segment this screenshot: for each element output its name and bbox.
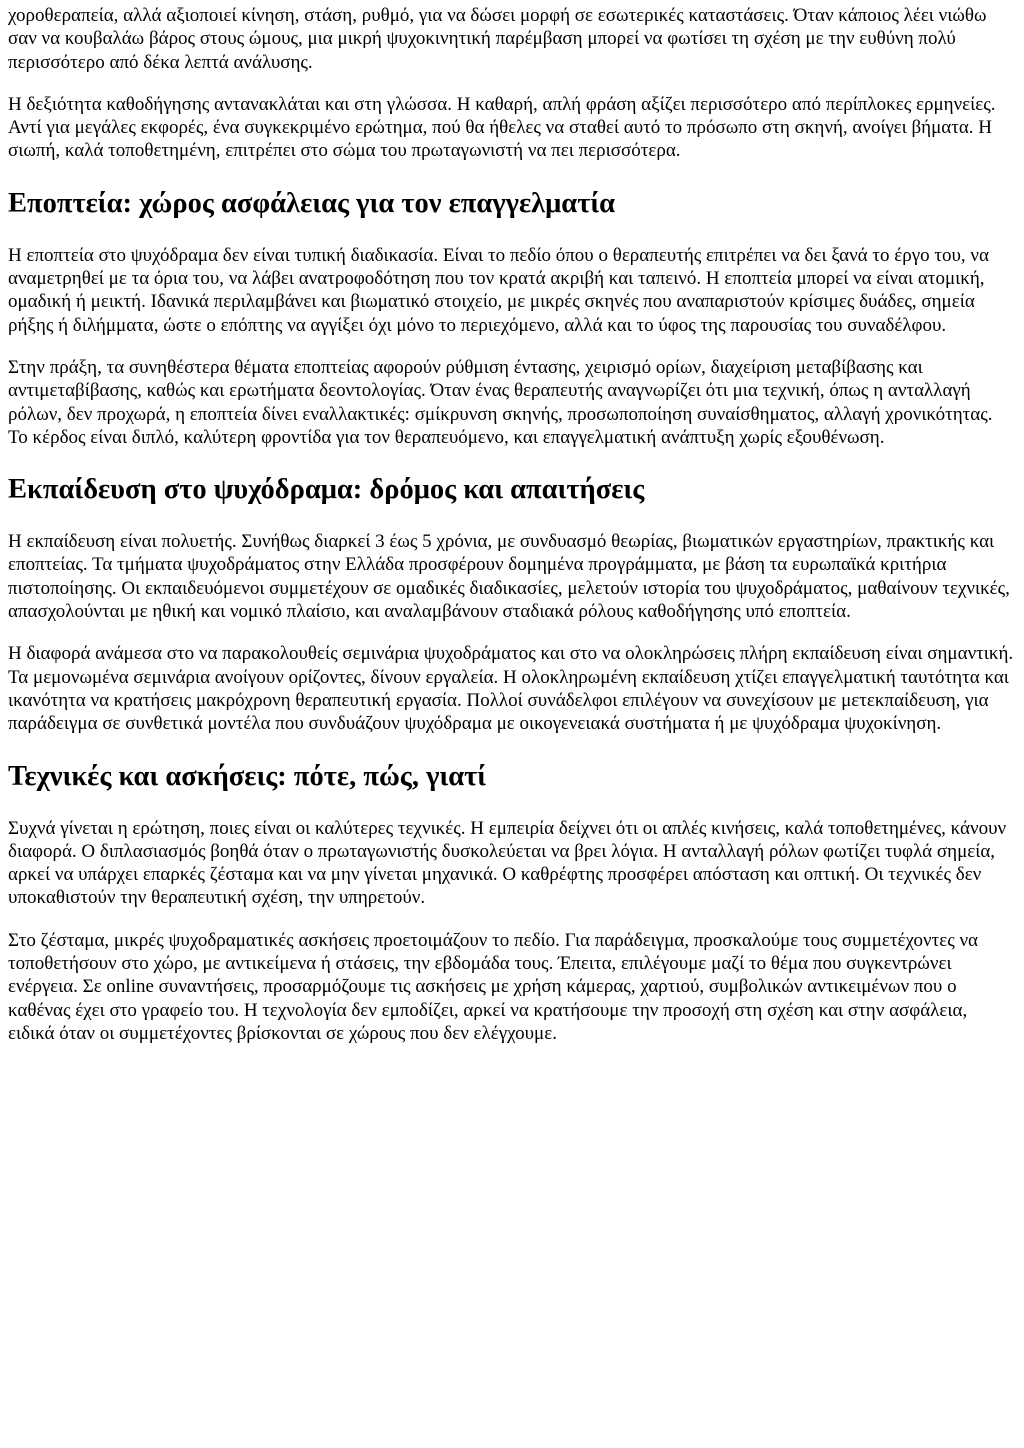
paragraph: Στο ζέσταμα, μικρές ψυχοδραματικές ασκήσεις προετοιμάζουν το πεδίο. Για παράδειγμα, προσκαλούμε τους συμμετέχοντες να τοποθετήσουν στο χώρο, με αντικείμενα ή στάσεις, την εβδομάδα τους. Έπειτα, επιλέγουμε μαζί το θέμα που συγκεντρώνει ενέργεια. Σε online συναντήσεις, προσαρμόζουμε τις ασκήσεις με χρήση κάμερας, χαρτιού, συμβολικών αντικειμένων που ο καθένας έχει στο γραφείο του. Η τεχνολογία δεν εμποδίζει, αρκεί να κρατήσουμε την προσοχή στη σχέση και στην ασφάλεια, ειδικά όταν οι συμμετέχοντες βρίσκονται σε χώρους που δεν ελέγχουμε. bbox=[8, 929, 979, 1044]
paragraph: Η εκπαίδευση είναι πολυετής. Συνήθως διαρκεί 3 έως 5 χρόνια, με συνδυασμό θεωρίας, βιωματικών εργαστηρίων, πρακτικής και εποπτείας. Τα τμήματα ψυχοδράματος στην Ελλάδα προσφέρουν δομημένα προγράμματα, με βάση τα ευρωπαϊκά κριτήρια πιστοποίησης. Οι εκπαιδευόμενοι συμμετέχουν σε ομαδικές διαδικασίες, μελετούν ιστορία του ψυχοδράματος, μαθαίνουν τεχνικές, απασχολούνται με ηθική και νομικό πλαίσιο, και αναλαμβάνουν σταδιακά ρόλους καθοδήγησης υπό εποπτεία. bbox=[8, 531, 1010, 623]
intro-paragraph: Η δεξιότητα καθοδήγησης αντανακλάται και στη γλώσσα. Η καθαρή, απλή φράση αξίζει περισσότερο από περίπλοκες ερμηνείες. Αντί για μεγάλες εκφορές, ένα συγκεκριμένο ερώτημα, πού θα ήθελες να σταθεί αυτό το πρόσωπο στη σκηνή, ανοίγει βήματα. Η σιωπή, καλά τοποθετημένη, επιτρέπει στο σώμα του πρωταγωνιστή να πει περισσότερα. bbox=[8, 93, 996, 162]
intro-paragraph-continuation: χοροθεραπεία, αλλά αξιοποιεί κίνηση, στάση, ρυθμό, για να δώσει μορφή σε εσωτερικές καταστάσεις. Όταν κάποιος λέει νιώθω σαν να κουβαλάω βάρος στους ώμους, μια μικρή ψυχοκινητική παρέμβαση μπορεί να φωτίσει τη σχέση με την ευθύνη πολύ περισσότερο από δέκα λεπτά ανάλυσης. bbox=[8, 5, 987, 73]
paragraph: Συχνά γίνεται η ερώτηση, ποιες είναι οι καλύτερες τεχνικές. Η εμπειρία δείχνει ότι οι απλές κινήσεις, καλά τοποθετημένες, κάνουν διαφορά. Ο διπλασιασμός βοηθά όταν ο πρωταγωνιστής δυσκολεύεται να βρει λόγια. Η ανταλλαγή ρόλων φωτίζει τυφλά σημεία, αρκεί να υπάρχει επαρκές ζέσταμα και να μην γίνεται μηχανικά. Ο καθρέφτης προσφέρει απόσταση και οπτική. Οι τεχνικές δεν υποκαθιστούν την θεραπευτική σχέση, την υπηρετούν. bbox=[8, 817, 1007, 909]
section-heading-techniques: Τεχνικές και ασκήσεις: πότε, πώς, γιατί bbox=[8, 760, 487, 792]
paragraph: Η διαφορά ανάμεσα στο να παρακολουθείς σεμινάρια ψυχοδράματος και στο να ολοκληρώσεις πλήρη εκπαίδευση είναι σημαντική. Τα μεμονωμένα σεμινάρια ανοίγουν ορίζοντες, δίνουν εργαλεία. Η ολοκληρωμένη εκπαίδευση χτίζει επαγγελματική ταυτότητα και ικανότητα να κρατήσεις μακρόχρονη θεραπευτική εργασία. Πολλοί συνάδελφοι επιλέγουν να συνεχίσουν με μετεκπαίδευση, για παράδειγμα σε συνθετικά μοντέλα που συνδυάζουν ψυχόδραμα με οικογενειακά συστήματα ή με ψυχόδραμα ψυχοκίνηση. bbox=[8, 643, 1014, 735]
section-training bbox=[8, 473, 1016, 735]
section-heading-supervision: Εποπτεία: χώρος ασφάλειας για τον επαγγελματία bbox=[8, 187, 616, 219]
section-supervision bbox=[8, 187, 1016, 449]
paragraph: Στην πράξη, τα συνηθέστερα θέματα εποπτείας αφορούν ρύθμιση έντασης, χειρισμό ορίων, διαχείριση μεταβίβασης και αντιμεταβίβασης, καθώς και ερωτήματα δεοντολογίας. Όταν ένας θεραπευτής αναγνωρίζει ότι μια τεχνική, όπως η ανταλλαγή ρόλων, δεν προχωρά, η εποπτεία δίνει εναλλακτικές: σμίκρυνση σκηνής, προσωποποίηση συναίσθηματος, αλλαγή χρονικότητας. Το κέρδος είναι διπλό, καλύτερη φροντίδα για τον θεραπευόμενο, και επαγγελματική ανάπτυξη χωρίς εξουθένωση. bbox=[8, 356, 993, 448]
section-heading-training: Εκπαίδευση στο ψυχόδραμα: δρόμος και απαιτήσεις bbox=[8, 474, 645, 506]
paragraph: Η εποπτεία στο ψυχόδραμα δεν είναι τυπική διαδικασία. Είναι το πεδίο όπου ο θεραπευτής επιτρέπει να δει ξανά το έργο του, να αναμετρηθεί με τα όρια του, να λάβει ανατροφοδότηση που τον κρατά ακριβή και ταπεινό. Η εποπτεία μπορεί να είναι ατομική, ομαδική ή μεικτή. Ιδανικά περιλαμβάνει και βιωματικό στοιχείο, με μικρές σκηνές που αναπαριστούν κρίσιμες δυάδες, σημεία ρήξης ή διλήμματα, ώστε ο επόπτης να αγγίξει όχι μόνο το περιεχόμενο, αλλά και το ύφος της παρουσίας του συναδέλφου. bbox=[8, 244, 989, 336]
section-techniques bbox=[8, 760, 1016, 1046]
